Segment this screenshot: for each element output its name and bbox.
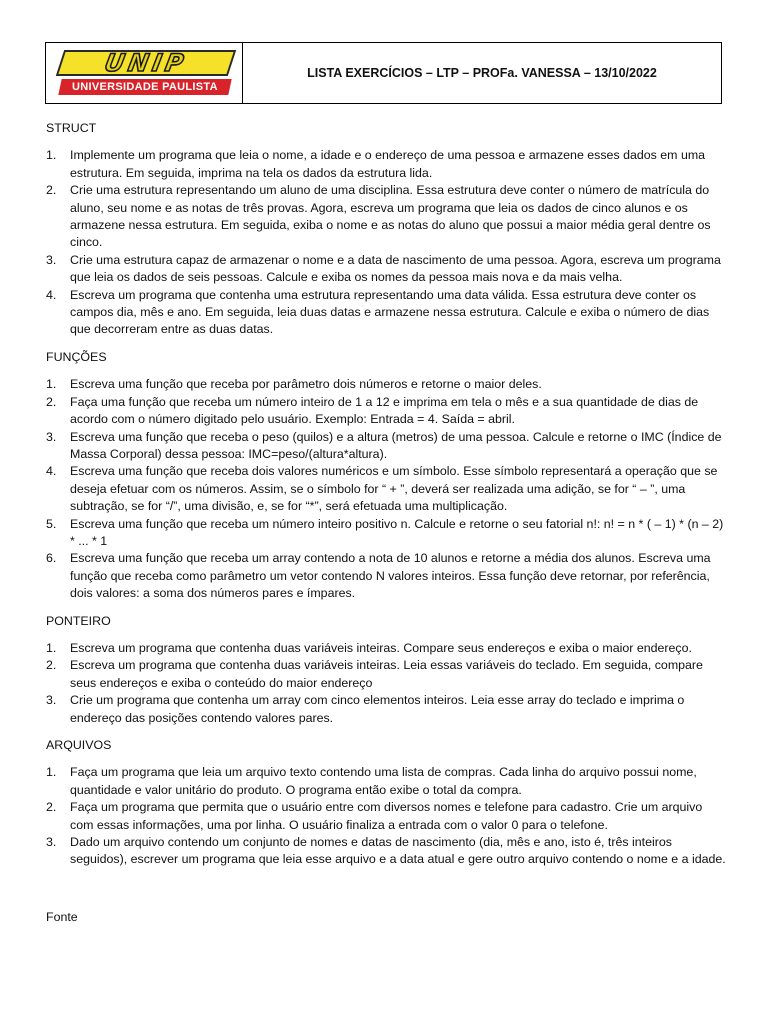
sections-container (46, 120, 726, 869)
exercise-item (46, 692, 726, 727)
exercise-number: 1. (46, 765, 57, 780)
exercise-number: 3. (46, 429, 57, 444)
exercise-text: Escreva uma função que receba um número inteiro positivo n. Calcule e retorne o seu fatorial n!: n! = n * ( – 1) * (n – 2) * ... * 1 (70, 516, 724, 548)
exercise-item (46, 376, 726, 393)
exercise-item (46, 287, 726, 339)
exercise-item (46, 834, 726, 869)
exercise-item (46, 550, 726, 602)
exercise-item (46, 516, 726, 551)
exercise-number: 2. (46, 800, 57, 815)
document-title: LISTA EXERCÍCIOS – LTP – PROFa. VANESSA – 13/10/2022 (307, 66, 657, 80)
exercise-list (46, 147, 726, 338)
exercise-list (46, 376, 726, 602)
exercise-item (46, 764, 726, 799)
exercise-list (46, 764, 726, 868)
unip-logo (46, 43, 243, 103)
exercise-number: 2. (46, 183, 57, 198)
exercise-text: Dado um arquivo contendo um conjunto de nomes e datas de nascimento (dia, mês e ano, isto é, três inteiros seguidos), escrever um programa que leia esse arquivo e a data atual e gere outro arquivo contendo o nome e a idade. (70, 835, 726, 867)
document-header (45, 42, 722, 104)
exercise-number: 5. (46, 516, 57, 531)
logo-top-text: UNIP (102, 49, 190, 77)
exercise-item (46, 657, 726, 692)
logo-banner (58, 79, 231, 95)
exercise-item (46, 429, 726, 464)
exercise-list (46, 640, 726, 727)
exercise-content (46, 120, 726, 926)
exercise-number: 3. (46, 252, 57, 267)
exercise-number: 4. (46, 287, 57, 302)
exercise-text: Escreva uma função que receba um array contendo a nota de 10 alunos e retorne a média dos alunos. Escreva uma função que receba como parâmetro um vetor contendo N valores inteiros. Essa função deve retornar, por referência, dois valores: a soma dos números pares e ímpares. (70, 551, 711, 601)
exercise-number: 2. (46, 658, 57, 673)
exercise-item (46, 182, 726, 252)
exercise-text: Implemente um programa que leia o nome, a idade e o endereço de uma pessoa e armazene esses dados em uma estrutura. Em seguida, imprima na tela os dados da estrutura lida. (70, 148, 706, 180)
exercise-text: Escreva uma função que receba o peso (quilos) e a altura (metros) de uma pessoa. Calcule e retorne o IMC (Índice de Massa Corporal) dessa pessoa: IMC=peso/(altura*altura). (70, 429, 722, 461)
exercise-text: Crie uma estrutura capaz de armazenar o nome e a data de nascimento de uma pessoa. Agora, escreva um programa que leia os dados de seis pessoas. Calcule e exiba os nomes da pessoa mais nova e da mais velha. (70, 252, 721, 285)
exercise-number: 3. (46, 693, 57, 708)
logo-bottom-text: UNIVERSIDADE PAULISTA (72, 81, 218, 93)
exercise-text: Crie um programa que contenha um array com cinco elementos inteiros. Leia esse array do teclado e imprima o endereço das posições contendo valores pares. (70, 693, 685, 725)
exercise-number: 6. (46, 551, 57, 566)
exercise-item (46, 252, 726, 287)
section-title: FUNÇÕES (46, 349, 107, 364)
exercise-text: Faça uma função que receba um número inteiro de 1 a 12 e imprima em tela o mês e a sua quantidade de dias de acordo com o número digitado pelo usuário. Exemplo: Entrada = 4. Saída = abril. (70, 394, 699, 427)
exercise-text: Escreva um programa que contenha uma estrutura representando uma data válida. Essa estrutura deve conter os campos dia, mês e ano. Em seguida, leia duas datas e armazene nessa estrutura. Calcule e exiba o número de dias que decorreram entre as duas datas. (70, 287, 710, 337)
exercise-number: 3. (46, 835, 57, 850)
exercise-text: Escreva uma função que receba dois valores numéricos e um símbolo. Esse símbolo representará a operação que se deseja efetuar com os números. Assim, se o símbolo for “ + ”, deverá ser realizada uma adição, se for “ – ”, uma subtração, se for “/”, uma divisão, e, se for “*”, será efetuada uma multiplicação. (70, 464, 718, 514)
section-title: ARQUIVOS (46, 738, 112, 752)
section-title: STRUCT (46, 121, 97, 135)
exercise-text: Escreva um programa que contenha duas variáveis inteiras. Leia essas variáveis do teclado. Em seguida, compare seus endereços e exiba o conteúdo do maior endereço (70, 658, 703, 690)
exercise-number: 1. (46, 377, 57, 392)
exercise-number: 1. (46, 640, 57, 655)
exercise-text: Faça um programa que permita que o usuário entre com diversos nomes e telefone para cadastro. Crie um arquivo com essas informações, uma por linha. O usuário finaliza a entrada com o valor 0 para o telefone. (70, 800, 703, 832)
exercise-item (46, 463, 726, 515)
section-title: PONTEIRO (46, 613, 111, 628)
exercise-item (46, 394, 726, 429)
exercise-item (46, 147, 726, 182)
exercise-text: Crie uma estrutura representando um aluno de uma disciplina. Essa estrutura deve conter o número de matrícula do aluno, seu nome e as notas de três provas. Agora, escreva um programa que leia os dados de cinco alunos e os armazene nessa estrutura. Em seguida, exiba o nome e as notas do aluno que possui a maior média geral dentre os cinco. (70, 183, 711, 250)
footer-label: Fonte (46, 909, 78, 924)
exercise-text: Escreva uma função que receba por parâmetro dois números e retorne o maior deles. (70, 377, 542, 392)
exercise-number: 2. (46, 394, 57, 409)
logo-wordmark (56, 50, 236, 76)
exercise-text: Escreva um programa que contenha duas variáveis inteiras. Compare seus endereços e exiba o maior endereço. (70, 640, 692, 655)
exercise-item (46, 640, 726, 657)
exercise-item (46, 799, 726, 834)
exercise-text: Faça um programa que leia um arquivo texto contendo uma lista de compras. Cada linha do arquivo possui nome, quantidade e valor unitário do produto. O programa então exibe o total da compra. (70, 765, 697, 797)
exercise-number: 1. (46, 148, 57, 163)
exercise-number: 4. (46, 464, 57, 479)
